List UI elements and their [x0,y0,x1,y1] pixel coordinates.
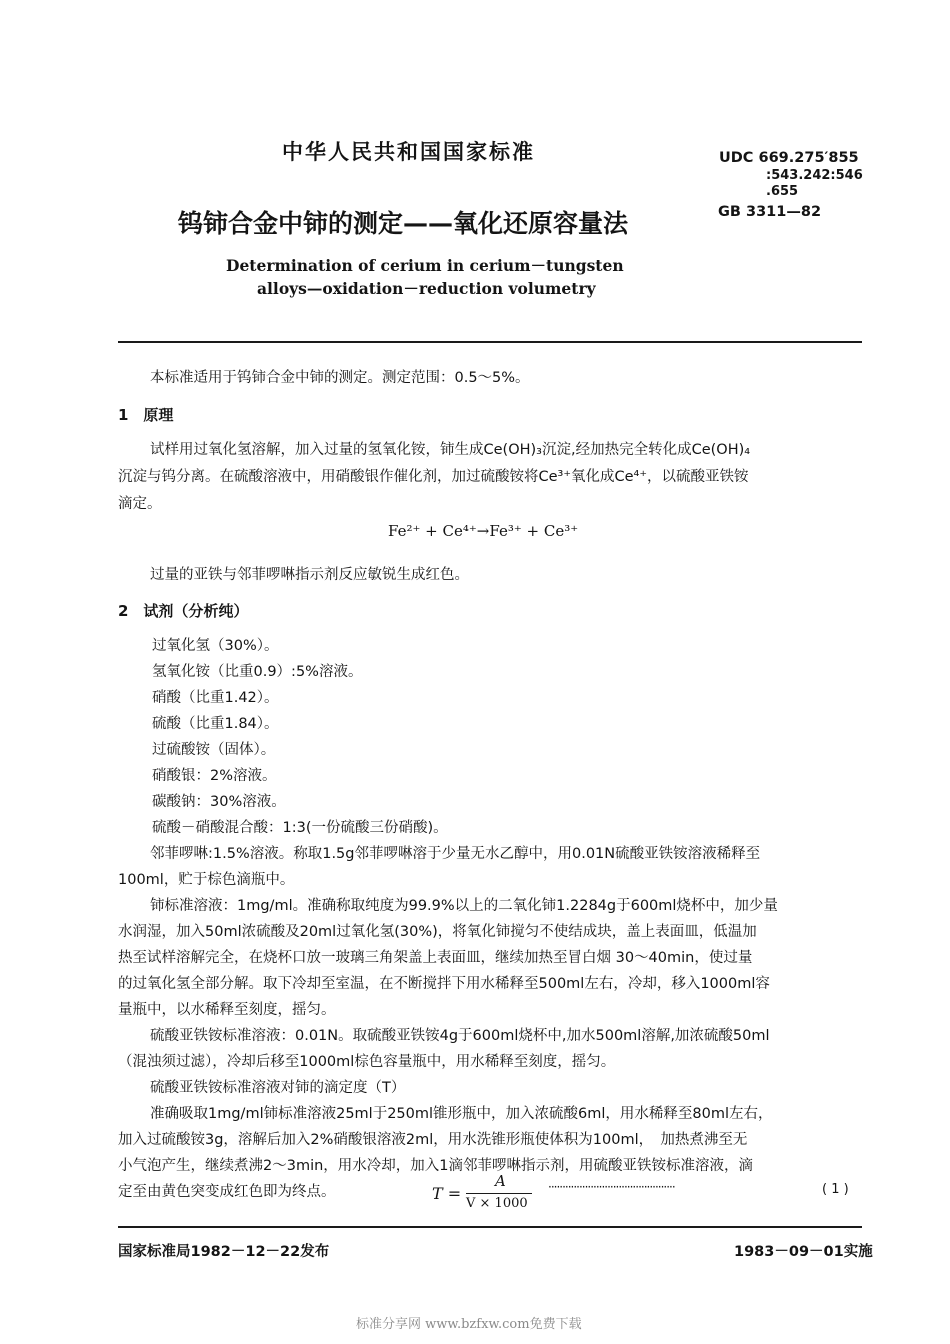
gb-code: GB 3311—82 [718,204,822,220]
reagent-item: 硝酸银：2%溶液。 [152,768,277,784]
principle-line-3: 滴定。 [118,496,162,512]
document-title: 钨铈合金中铈的测定——氧化还原容量法 [178,209,629,238]
titer-line-1: 准确吸取1mg/ml铈标准溶液25ml于250ml锥形瓶中，加入浓硫酸6ml，用水稀释至80ml左右， [150,1106,773,1122]
principle-line-2: 沉淀与钨分离。在硫酸溶液中，用硝酸银作催化剂，加过硫酸铵将Ce³⁺氧化成Ce⁴⁺，以硫酸亚铁铵 [118,469,749,485]
header-divider [118,341,862,343]
udc-code-line-1: UDC 669.275′855 [719,150,859,166]
ferrous-standard-line-1: 硫酸亚铁铵标准溶液：0.01N。取硫酸亚铁铵4g于600ml烧杯中,加水500ml溶解,加浓硫酸50ml [150,1028,770,1044]
reagent-item: 硫酸（比重1.84）。 [152,716,279,732]
scope-paragraph: 本标准适用于钨铈合金中铈的测定。测定范围：0.5～5%。 [150,370,530,386]
titer-heading: 硫酸亚铁铵标准溶液对铈的滴定度（T） [150,1080,406,1096]
cerium-standard-line-3: 热至试样溶解完全，在烧杯口放一玻璃三角架盖上表面皿，继续加热至冒白烟 30～40min，使过量 [118,950,753,966]
formula-leader-dots: ············································· [548,1180,675,1194]
cerium-standard-line-1: 铈标准溶液：1mg/ml。准确称取纯度为99.9%以上的二氧化铈1.2284g于600ml烧杯中，加少量 [150,898,778,914]
phenanthroline-line-2: 100ml，贮于棕色滴瓶中。 [118,872,295,888]
formula-denominator: V × 1000 [466,1196,528,1211]
section-2-heading: 2 试剂（分析纯） [118,602,249,620]
indicator-paragraph: 过量的亚铁与邻菲啰啉指示剂反应敏锐生成红色。 [150,567,469,583]
reagent-item: 过氧化氢（30%）。 [152,638,279,654]
reagent-item: 硝酸（比重1.42）。 [152,690,279,706]
english-title-line-1: Determination of cerium in cerium－tungsten [226,256,624,275]
fraction-bar [466,1193,532,1194]
reaction-equation: Fe²⁺ + Ce⁴⁺→Fe³⁺ + Ce³⁺ [388,522,579,540]
phenanthroline-line-1: 邻菲啰啉:1.5%溶液。称取1.5g邻菲啰啉溶于少量无水乙醇中，用0.01N硫酸亚铁铵溶液稀释至 [150,846,761,862]
effective-date: 1983－09－01实施 [734,1244,873,1260]
principle-line-1: 试样用过氧化氢溶解，加入过量的氢氧化铵，铈生成Ce(OH)₃沉淀,经加热完全转化成Ce(OH)₄ [150,442,751,458]
reagent-item: 过硫酸铵（固体）。 [152,742,276,758]
reagent-item: 碳酸钠：30%溶液。 [152,794,286,810]
cerium-standard-line-5: 量瓶中，以水稀释至刻度，摇匀。 [118,1002,336,1018]
english-title-line-2: alloys—oxidation－reduction volumetry [257,279,596,298]
org-title: 中华人民共和国国家标准 [282,140,535,164]
cerium-standard-line-2: 水润湿，加入50ml浓硫酸及20ml过氧化氢(30%)，将氧化铈搅匀不使结成块，盖上表面皿，低温加 [118,924,757,940]
issue-date: 国家标准局1982－12－22发布 [118,1244,330,1260]
formula-numerator: A [495,1172,506,1190]
formula-number: ( 1 ) [822,1182,849,1197]
ferrous-standard-line-2: （混浊须过滤），冷却后移至1000ml棕色容量瓶中，用水稀释至刻度，摇匀。 [118,1054,616,1070]
cerium-standard-line-4: 的过氧化氢全部分解。取下冷却至室温，在不断搅拌下用水稀释至500ml左右，冷却，移入1000ml容 [118,976,770,992]
formula-lhs: T = [432,1184,462,1203]
site-watermark: 标准分享网 www.bzfxw.com免费下载 [356,1317,582,1332]
udc-code-line-3: .655 [766,184,799,199]
titer-line-4: 定至由黄色突变成红色即为终点。 [118,1184,336,1200]
udc-code-line-2: :543.242:546 [766,168,863,183]
titer-line-2: 加入过硫酸铵3g，溶解后加入2%硝酸银溶液2ml，用水洗锥形瓶使体积为100ml， 加热煮沸至无 [118,1132,748,1148]
footer-divider [118,1226,862,1228]
section-1-heading: 1 原理 [118,406,174,424]
reagent-item: 硫酸－硝酸混合酸：1:3(一份硫酸三份硝酸)。 [152,820,448,836]
titer-line-3: 小气泡产生，继续煮沸2～3min，用水冷却，加入1滴邻菲啰啉指示剂，用硫酸亚铁铵标准溶液，滴 [118,1158,754,1174]
reagent-item: 氢氧化铵（比重0.9）:5%溶液。 [152,664,363,680]
